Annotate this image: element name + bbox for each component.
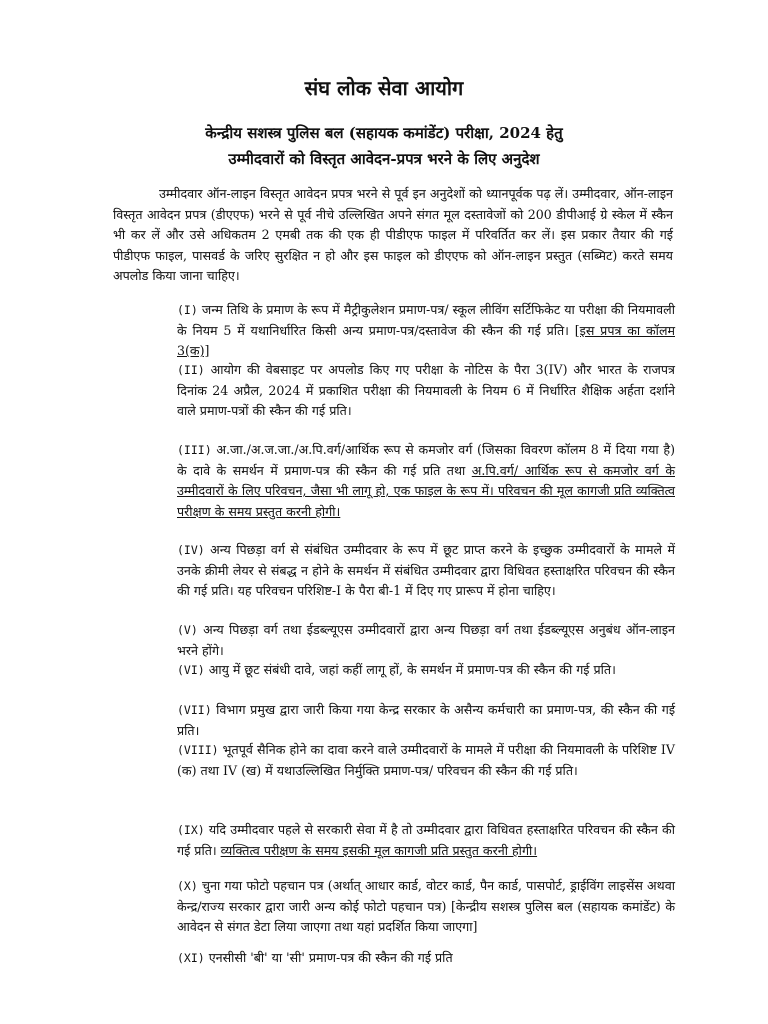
item-number: (IX) bbox=[177, 823, 205, 837]
list-item bbox=[177, 440, 675, 522]
list-item bbox=[177, 948, 675, 969]
page-title: संघ लोक सेवा आयोग bbox=[304, 76, 464, 100]
item-text: विभाग प्रमुख द्वारा जारी किया गया केन्द्र सरकार के असैन्य कर्मचारी का प्रमाण-पत्र, की स्कैन की गई प्रति। bbox=[177, 702, 676, 738]
item-text: भूतपूर्व सैनिक होने का दावा करने वाले उम्मीदवारों के मामले में परीक्षा की नियमावली के परिशिष्ट IV (क) तथा IV (ख) में यथाउल्लिखित निर्मुक्ति प्रमाण-पत्र/ परिवचन की स्कैन की गई प्रति। bbox=[177, 742, 675, 778]
item-number: (VII) bbox=[177, 703, 212, 717]
item-number: (V) bbox=[177, 623, 198, 637]
intro-paragraph: उम्मीदवार ऑन-लाइन विस्तृत आवेदन प्रपत्र भरने से पूर्व इन अनुदेशों को ध्यानपूर्वक पढ़ लें। उम्मीदवार, ऑन-लाइन विस्तृत आवेदन प्रपत्र (डीएएफ) भरने से पूर्व नीचे उल्लिखित अपने संगत मूल दस्तावेजों को 200 डीपीआई ग्रे स्केल में स्कैन भी कर लें और उसे अधिकतम 2 एमबी तक की एक ही पीडीएफ फाइल में परिवर्तित कर लें। इस प्रकार तैयार की गई पीडीएफ फाइल, पासवर्ड के जरिए सुरक्षित न हो और इस फाइल को डीएएफ को ऑन-लाइन प्रस्तुत (सब्मिट) करते समय अपलोड किया जाना चाहिए। bbox=[113, 186, 673, 283]
list-item bbox=[177, 660, 675, 681]
item-emphasis: [इस प्रपत्र का कॉलम 3(क)] bbox=[177, 322, 676, 358]
item-emphasis: व्यक्तित्व परीक्षण के समय इसकी मूल कागजी प्रति प्रस्तुत करनी होगी। bbox=[220, 842, 538, 858]
item-text: अ.जा./अ.ज.जा./अ.पि.वर्ग/आर्थिक रूप से कमजोर वर्ग (जिसका विवरण कॉलम 8 में दिया गया है) के दावे के समर्थन में प्रमाण-पत्र की स्कैन की गई प्रति तथा bbox=[177, 442, 675, 478]
item-text: यदि उम्मीदवार पहले से सरकारी सेवा में है तो उम्मीदवार द्वारा विधिवत हस्ताक्षरित परिवचन की स्कैन की गई प्रति। bbox=[177, 822, 675, 858]
item-number: (XI) bbox=[177, 951, 205, 965]
item-text: अन्य पिछड़ा वर्ग तथा ईडब्ल्यूएस उम्मीदवारों द्वारा अन्य पिछड़ा वर्ग तथा ईडब्ल्यूएस अनुबंध ऑन-लाइन भरने होंगे। bbox=[177, 622, 675, 658]
item-text: अन्य पिछड़ा वर्ग से संबंधित उम्मीदवार के रूप में छूट प्राप्त करने के इच्छुक उम्मीदवारों के मामले में उनके क्रीमी लेयर से संबद्ध न होने के समर्थन में संबंधित उम्मीदवार द्वारा विधिवत हस्ताक्षरित परिवचन की स्कैन की गई प्रति। यह परिवचन परिशिष्ट-I के पैरा बी-1 में दिए गए प्रारूप में होना चाहिए। bbox=[177, 542, 675, 598]
item-number: (II) bbox=[177, 363, 205, 377]
document-subtitle bbox=[40, 120, 728, 172]
item-number: (X) bbox=[177, 879, 198, 893]
list-item bbox=[177, 820, 675, 861]
item-text: एनसीसी 'बी' या 'सी' प्रमाण-पत्र की स्कैन की गई प्रति bbox=[208, 950, 453, 965]
list-item bbox=[177, 740, 675, 781]
item-number: (VI) bbox=[177, 663, 205, 677]
list-item bbox=[177, 360, 675, 422]
item-text: आयु में छूट संबंधी दावे, जहां कहीं लागू हों, के समर्थन में प्रमाण-पत्र की स्कैन की गई प्रति। bbox=[208, 662, 616, 677]
list-item bbox=[177, 700, 675, 741]
item-number: (III) bbox=[177, 443, 212, 457]
list-item bbox=[177, 620, 675, 661]
item-text: जन्म तिथि के प्रमाण के रूप में मैट्रीकुलेशन प्रमाण-पत्र/ स्कूल लीविंग सर्टिफिकेट या परीक्षा की नियमावली के नियम 5 में यथानिर्धारित किसी अन्य प्रमाण-पत्र/दस्तावेज की स्कैन की गई प्रति। bbox=[177, 302, 675, 338]
item-number: (IV) bbox=[177, 543, 205, 557]
subtitle-line-2: उम्मीदवारों को विस्तृत आवेदन-प्रपत्र भरने के लिए अनुदेश bbox=[228, 150, 540, 168]
list-item bbox=[177, 540, 675, 602]
item-number: (I) bbox=[177, 303, 198, 317]
list-item bbox=[177, 876, 675, 938]
item-text: चुना गया फोटो पहचान पत्र (अर्थात् आधार कार्ड, वोटर कार्ड, पैन कार्ड, पासपोर्ट, ड्राईविंग लाइसेंस अथवा केन्द्र/राज्य सरकार द्वारा जारी अन्य कोई फोटो पहचान पत्र) [केन्द्रीय सशस्त्र पुलिस बल (सहायक कमांडेंट) के आवेदन से संगत डेटा लिया जाएगा तथा यहां प्रदर्शित किया जाएगा] bbox=[177, 878, 675, 934]
item-text: आयोग की वेबसाइट पर अपलोड किए गए परीक्षा के नोटिस के पैरा 3(IV) और भारत के राजपत्र दिनांक 24 अप्रैल, 2024 में प्रकाशित परीक्षा की नियमावली के नियम 6 में निर्धारित शैक्षिक अर्हता दर्शाने वाले प्रमाण-पत्रों की स्कैन की गई प्रति। bbox=[177, 362, 675, 418]
item-emphasis: अ.पि.वर्ग/ आर्थिक रूप से कमजोर वर्ग के उम्मीदवारों के लिए परिवचन, जैसा भी लागू हो, एक फाइल के रूप में। परिवचन की मूल कागजी प्रति व्यक्तित्व परीक्षण के समय प्रस्तुत करनी होगी। bbox=[177, 462, 675, 519]
item-number: (VIII) bbox=[177, 743, 219, 757]
list-item bbox=[177, 300, 675, 362]
subtitle-line-1: केन्द्रीय सशस्त्र पुलिस बल (सहायक कमांडेंट) परीक्षा, 2024 हेतु bbox=[205, 124, 563, 142]
